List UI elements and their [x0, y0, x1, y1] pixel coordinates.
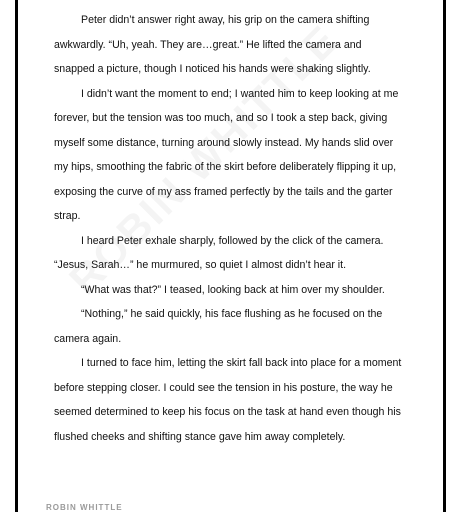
page-border-right [443, 0, 446, 512]
paragraph: “What was that?” I teased, looking back at him over my shoulder. [81, 283, 385, 296]
page-footer: ROBIN WHITTLE [46, 503, 123, 512]
paragraph: I turned to face him, letting the skirt fall back into place for a moment before stepping closer. I could see the tension in his posture, the way he seemed determined to keep his focus on the task at hand even though his flushed cheeks and shifting stance gave him away completely. [54, 357, 402, 443]
paragraph: Peter didn’t answer right away, his grip on the camera shifting awkwardly. “Uh, yeah. They are…great.” He lifted the camera and snapped a picture, though I noticed his hands were shaking slightly. [54, 14, 371, 75]
body-text [54, 8, 404, 449]
paragraph: I heard Peter exhale sharply, followed by the click of the camera. “Jesus, Sarah…” he murmured, so quiet I almost didn’t hear it. [54, 234, 384, 271]
paragraph: “Nothing,” he said quickly, his face flushing as he focused on the camera again. [54, 308, 383, 345]
paragraph: I didn’t want the moment to end; I wanted him to keep looking at me forever, but the tension was too much, and so I took a step back, giving myself some distance, turning around slowly instead. My hands slid over my hips, smoothing the fabric of the skirt before deliberately flipping it up, exposing the curve of my ass framed perfectly by the tails and the garter strap. [54, 87, 399, 222]
page-border-left [15, 0, 18, 512]
